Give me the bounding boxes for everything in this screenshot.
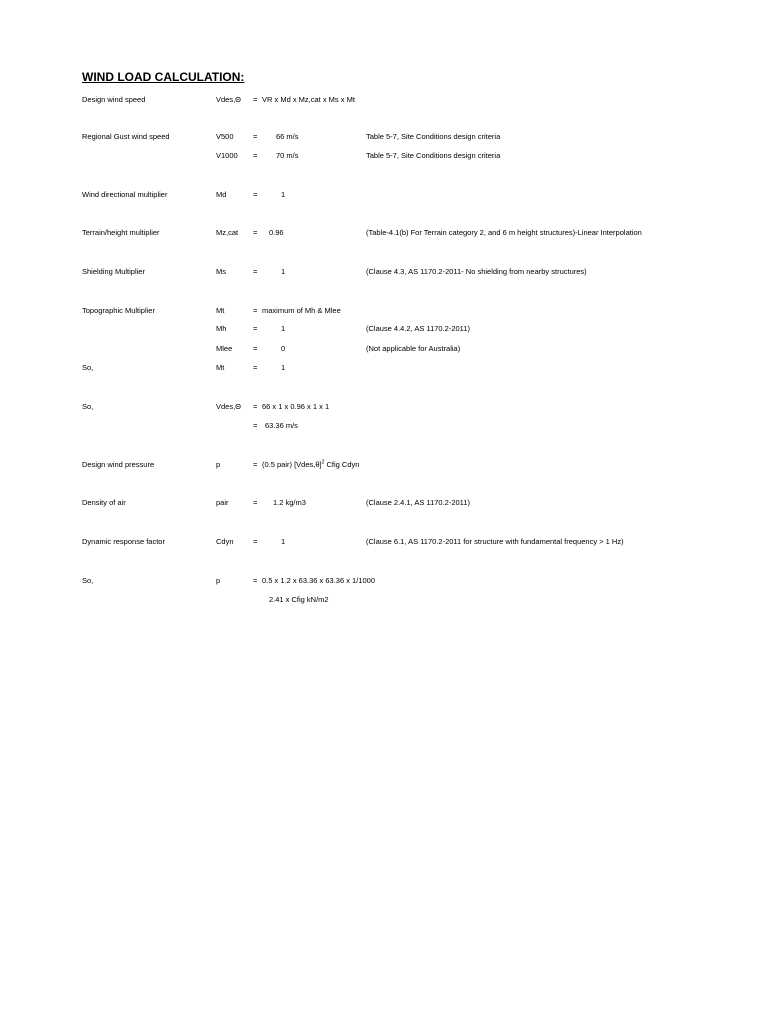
equals-sign: =	[253, 151, 258, 160]
row-reference: (Clause 4.3, AS 1170.2-2011- No shielding from nearby structures)	[366, 267, 587, 276]
row-value: 66 x 1 x 0.96 x 1 x 1	[262, 402, 330, 411]
row-label: Wind directional multiplier	[82, 190, 168, 199]
equals-sign: =	[253, 498, 258, 507]
row-label: Shielding Multiplier	[82, 267, 145, 276]
row-symbol: Vdes,Θ	[216, 95, 242, 104]
equals-sign: =	[253, 267, 258, 276]
row-reference: (Clause 6.1, AS 1170.2-2011 for structure with fundamental frequency > 1 Hz)	[366, 537, 624, 546]
row-label: Terrain/height multiplier	[82, 228, 160, 237]
row-label: Design wind speed	[82, 95, 146, 104]
dynamic-response-factor-row	[0, 535, 768, 549]
equals-sign: =	[253, 344, 258, 353]
equals-sign: =	[253, 132, 258, 141]
terrain-height-multiplier-row	[0, 226, 768, 240]
directional-multiplier-row	[0, 188, 768, 202]
row-label: So,	[82, 363, 94, 372]
mt-result-row	[0, 361, 768, 375]
row-reference: (Table-4.1(b) For Terrain category 2, and 6 m height structures)-Linear Interpolation	[366, 228, 642, 237]
shielding-multiplier-row	[0, 265, 768, 279]
exponent: 2	[321, 459, 325, 466]
pressure-substitution-row	[0, 574, 768, 588]
row-value: maximum of Mh & Mlee	[262, 306, 341, 315]
row-value: 0.96	[269, 228, 284, 237]
row-symbol: Mt	[216, 363, 225, 372]
row-symbol: Ms	[216, 267, 226, 276]
vdes-result-row	[0, 419, 768, 433]
row-value: 1.2 kg/m3	[273, 498, 306, 507]
mh-row	[0, 322, 768, 336]
row-label: Design wind pressure	[82, 460, 155, 469]
vdes-substitution-row	[0, 400, 768, 414]
equals-sign: =	[253, 190, 258, 199]
row-reference: (Not applicable for Australia)	[366, 344, 461, 353]
row-value: 0	[281, 344, 286, 353]
row-label: Regional Gust wind speed	[82, 132, 170, 141]
row-label: Density of air	[82, 498, 126, 507]
mlee-row	[0, 342, 768, 356]
row-value: 66 m/s	[276, 132, 299, 141]
row-symbol: pair	[216, 498, 229, 507]
page-title: WIND LOAD CALCULATION:	[82, 70, 245, 84]
equals-sign: =	[253, 95, 258, 104]
row-value: 0.5 x 1.2 x 63.36 x 63.36 x 1/1000	[262, 576, 375, 585]
row-value: 1	[281, 324, 286, 333]
equals-sign: =	[253, 460, 258, 469]
row-symbol: Mh	[216, 324, 227, 333]
row-reference: Table 5-7, Site Conditions design criteria	[366, 132, 501, 141]
row-label: Topographic Multiplier	[82, 306, 155, 315]
design-wind-speed-row	[0, 93, 768, 107]
row-value: 1	[281, 190, 286, 199]
regional-gust-v1000-row	[0, 149, 768, 163]
pressure-result-row	[0, 593, 768, 607]
equals-sign: =	[253, 402, 258, 411]
equals-sign: =	[253, 306, 258, 315]
row-symbol: Mz,cat	[216, 228, 239, 237]
row-symbol: Cdyn	[216, 537, 234, 546]
row-label: Dynamic response factor	[82, 537, 165, 546]
row-value: 2.41 x Cfig kN/m2	[269, 595, 329, 604]
row-label: So,	[82, 576, 94, 585]
formula-text: (0.5 pair) [Vdes,θ]	[262, 460, 322, 469]
row-value: 1	[281, 267, 286, 276]
row-value: 70 m/s	[276, 151, 299, 160]
row-value: 63.36 m/s	[265, 421, 298, 430]
row-symbol: p	[216, 460, 221, 469]
design-wind-pressure-row	[0, 458, 768, 472]
row-reference: (Clause 2.4.1, AS 1170.2-2011)	[366, 498, 470, 507]
row-symbol: V500	[216, 132, 234, 141]
row-symbol: Vdes,Θ	[216, 402, 242, 411]
row-value: 1	[281, 537, 286, 546]
equals-sign: =	[253, 363, 258, 372]
equals-sign: =	[253, 324, 258, 333]
row-reference: Table 5-7, Site Conditions design criteria	[366, 151, 501, 160]
row-label: So,	[82, 402, 94, 411]
row-symbol: Md	[216, 190, 227, 199]
row-reference: (Clause 4.4.2, AS 1170.2-2011)	[366, 324, 470, 333]
formula-text: Cfig Cdyn	[324, 460, 360, 469]
row-value: 1	[281, 363, 286, 372]
density-of-air-row	[0, 496, 768, 510]
row-symbol: V1000	[216, 151, 238, 160]
row-symbol: p	[216, 576, 221, 585]
topographic-multiplier-row	[0, 304, 768, 318]
row-value: VR x Md x Mz,cat x Ms x Mt	[262, 95, 355, 104]
equals-sign: =	[253, 537, 258, 546]
row-symbol: Mlee	[216, 344, 233, 353]
row-symbol: Mt	[216, 306, 225, 315]
equals-sign: =	[253, 228, 258, 237]
equals-sign: =	[253, 421, 258, 430]
regional-gust-v500-row	[0, 130, 768, 144]
equals-sign: =	[253, 576, 258, 585]
row-value	[262, 458, 359, 472]
